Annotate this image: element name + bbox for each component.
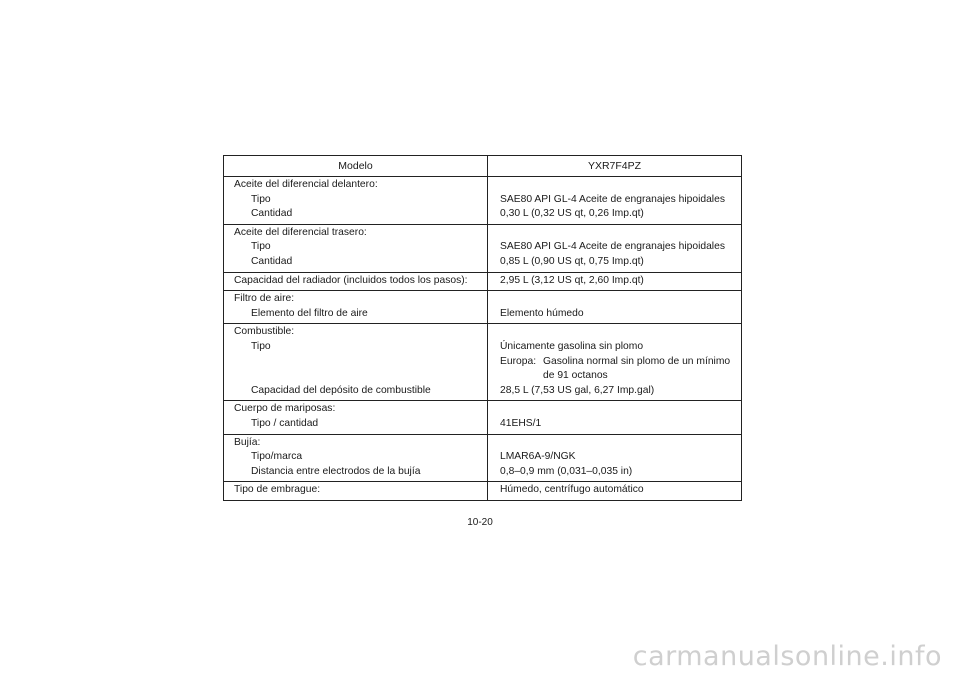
header-model-label: Modelo [224,156,488,176]
air-filter-title: Filtro de aire: [234,293,295,305]
radiator-value: 2,95 L (3,12 US qt, 2,60 Imp.qt) [500,274,644,286]
front-diff-section [224,177,741,225]
rear-diff-type-label: Tipo [251,241,271,253]
table-header [224,156,741,177]
fuel-europe-key: Europa: [500,355,537,367]
radiator-section [224,273,741,292]
rear-diff-type-value: SAE80 API GL-4 Aceite de engranajes hipoidales [500,241,725,253]
watermark: carmanualsonline.info [632,641,942,672]
page-number: 10-20 [467,517,493,528]
fuel-europe-value: Gasolina normal sin plomo de un mínimo de 91 octanos [543,355,731,382]
clutch-value: Húmedo, centrífugo automático [500,484,644,496]
header-model-value: YXR7F4PZ [587,160,642,172]
spark-plug-title: Bujía: [234,436,261,448]
clutch-label: Tipo de embrague: [234,484,321,496]
spark-plug-gap-value: 0,8–0,9 mm (0,031–0,035 in) [500,465,633,477]
air-filter-element-label: Elemento del filtro de aire [251,307,368,319]
rear-diff-section [224,225,741,273]
spark-plug-section [224,435,741,483]
rear-diff-qty-label: Cantidad [251,255,293,267]
spec-table [223,155,742,501]
air-filter-element-value: Elemento húmedo [500,307,584,319]
air-filter-section [224,291,741,324]
fuel-tank-value: 28,5 L (7,53 US gal, 6,27 Imp.gal) [500,384,655,396]
clutch-section [224,482,741,500]
fuel-title: Combustible: [234,326,295,338]
rear-diff-title: Aceite del diferencial trasero: [234,226,367,238]
front-diff-qty-value: 0,30 L (0,32 US qt, 0,26 Imp.qt) [500,208,644,220]
front-diff-type-label: Tipo [251,193,271,205]
spark-plug-type-label: Tipo/marca [251,451,303,463]
radiator-label: Capacidad del radiador (incluidos todos los pasos): [234,274,468,286]
throttle-type-value: 41EHS/1 [500,417,542,429]
throttle-type-label: Tipo / cantidad [251,417,319,429]
front-diff-type-value: SAE80 API GL-4 Aceite de engranajes hipoidales [500,193,725,205]
fuel-type-label: Tipo [251,340,271,352]
spark-plug-type-value: LMAR6A-9/NGK [500,451,576,463]
rear-diff-qty-value: 0,85 L (0,90 US qt, 0,75 Imp.qt) [500,255,644,267]
fuel-europe-note [500,355,737,384]
spark-plug-gap-label: Distancia entre electrodos de la bujía [251,465,421,477]
front-diff-qty-label: Cantidad [251,208,293,220]
throttle-section [224,401,741,434]
fuel-type-value: Únicamente gasolina sin plomo [500,340,644,352]
fuel-section [224,324,741,401]
front-diff-title: Aceite del diferencial delantero: [234,179,378,190]
fuel-tank-label: Capacidad del depósito de combustible [251,384,431,396]
throttle-title: Cuerpo de mariposas: [234,403,336,415]
